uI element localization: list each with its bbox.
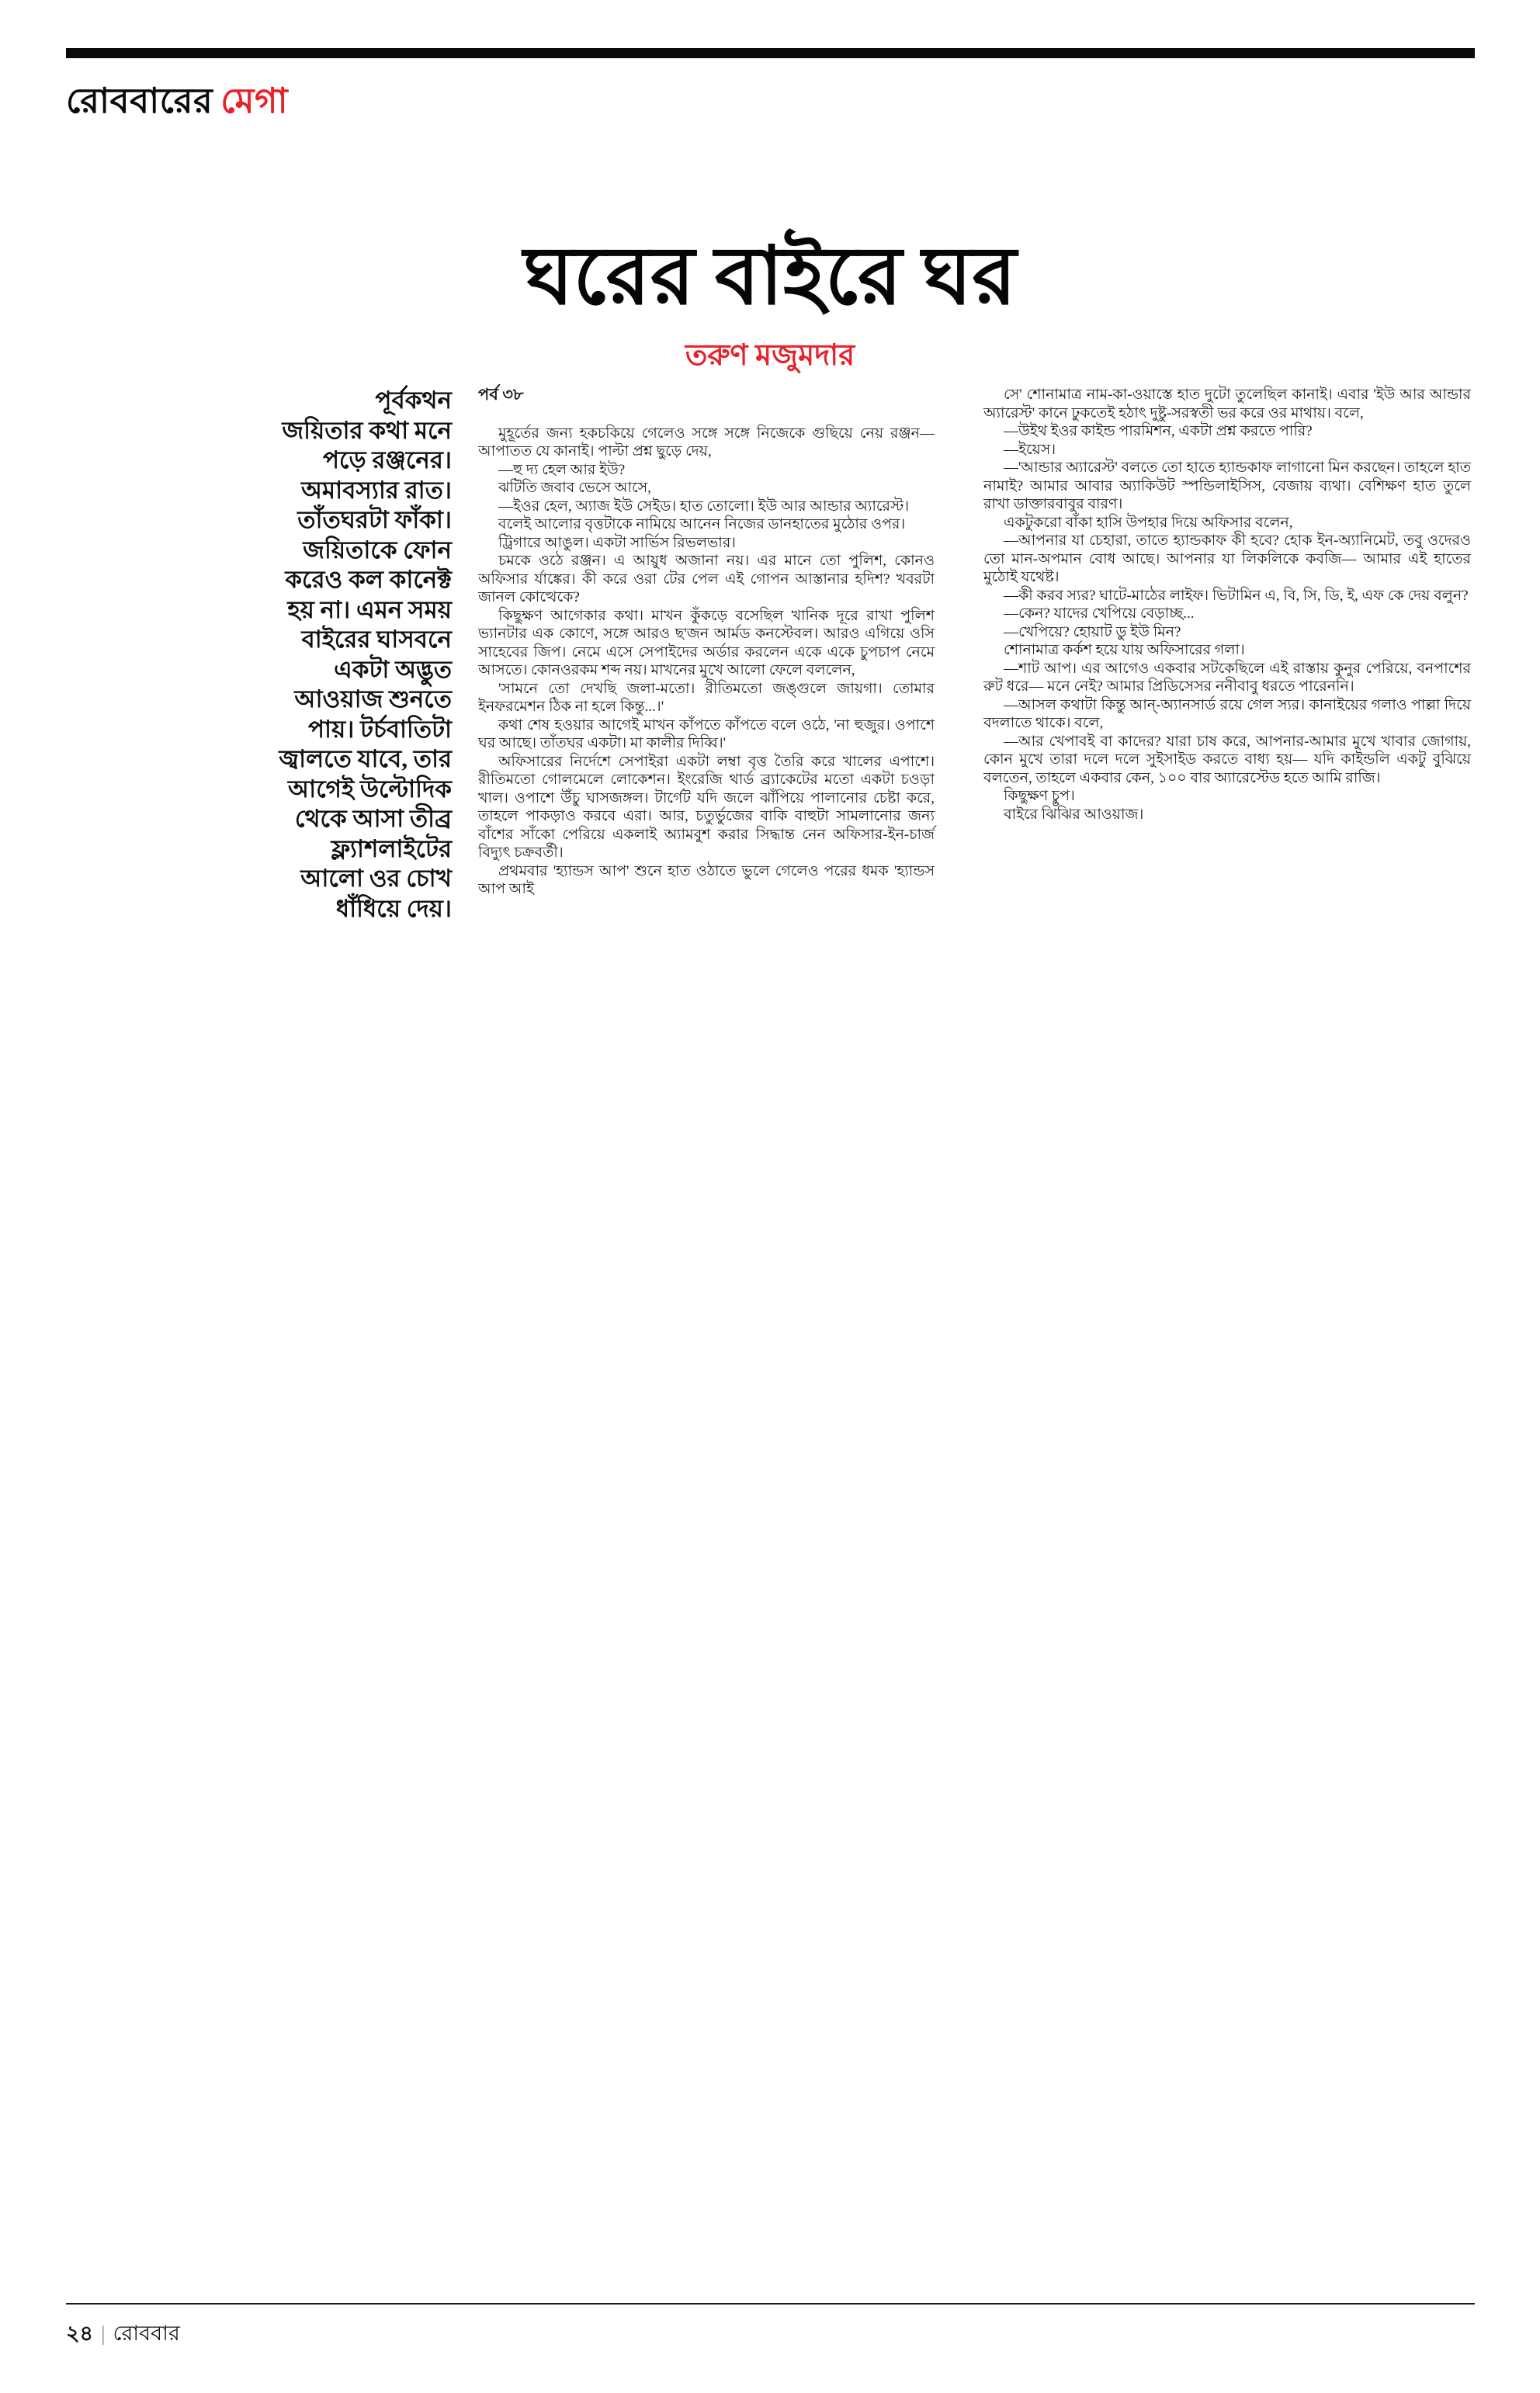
synopsis-line: জয়িতার কথা মনে [282,416,452,444]
synopsis-line: আগেই উল্টোদিক [288,775,452,803]
paragraph: —আর খেপাবই বা কাদের? যারা চাষ করে, আপনার-আমার মুখে খাবার জোগায়, কোন মুখে তারা দলে দলে সুইসাইড করতে বাধ্য হয়— যদি কাইন্ডলি একটু বুঝিয়ে বলতেন, তাহলে একবার কেন, ১০০ বার অ্যারেস্টেড হতে আমি রাজি। [983,733,1471,786]
synopsis-line: একটা অদ্ভুত [334,655,452,683]
masthead-brand: রোববারের [66,82,213,120]
footer-magazine-name: রোববার [113,2322,180,2345]
masthead [66,75,288,133]
paragraph: একটুকরো বাঁকা হাসি উপহার দিয়ে অফিসার বলেন, [1004,514,1293,531]
paragraph: —ইয়েস। [1004,441,1056,458]
synopsis-lines [66,416,452,924]
top-rule [66,48,1475,58]
paragraph: —আপনার যা চেহারা, তাতে হ্যান্ডকাফ কী হবে? হোক ইন-অ্যানিমেট, তবু ওদেরও তো মান-অপমান বোধ আছে। আপনার যা লিকলিকে কবজি— আমার এই হাতের মুঠোই যথেষ্ট। [983,532,1471,585]
column-1-paragraphs [478,425,935,899]
synopsis-heading: পূর্বকথন [375,387,452,414]
footer [66,2318,180,2353]
paragraph: সে' শোনামাত্র নাম-কা-ওয়াস্তে হাত দুটো তুলেছিল কানাই। এবার 'ইউ আর আন্ডার অ্যারেস্ট' কানে ঢুকতেই হঠাৎ দুষ্টু-সরস্বতী ভর করে ওর মাথায়। বলে, [983,387,1471,421]
synopsis-line: ফ্ল্যাশলাইটের [331,834,452,862]
masthead-section: মেগা [220,82,289,120]
footer-separator: | [101,2322,106,2345]
paragraph: চমকে ওঠে রঞ্জন। এ আয়ুধ অজানা নয়। এর মানে তো পুলিশ, কোনও অফিসার র্যাঙ্কের। কী করে ওরা টের পেল এই গোপন আস্তানার হদিশ? খবরটা জানল কোত্থেকে? [478,553,935,605]
paragraph: —খেপিয়ে? হোয়াট ডু ইউ মিন? [1004,623,1181,640]
paragraph: —শাট আপ। এর আগেও একবার সটকেছিলে এই রাস্তায় কুনুর পেরিয়ে, বনপাশের রুট ধরে— মনে নেই? আমার প্রিডিসেসর ননীবাবু ধরতে পারেননি। [983,660,1471,695]
synopsis-line: আলো ওর চোখ [300,865,452,892]
paragraph: —উইথ ইওর কাইন্ড পারমিশন, একটা প্রশ্ন করতে পারি? [1004,423,1313,439]
article-title: ঘরের বাইরে ঘর [523,232,1017,321]
text-column-2 [983,386,1471,824]
paragraph: কিছুক্ষণ আগেকার কথা। মাখন কুঁকড়ে বসেছিল খানিক দূরে রাখা পুলিশ ভ্যানটার এক কোণে, সঙ্গে আরও ছ'জন আর্মড কনস্টেবল। আরও এগিয়ে ওসি সাহেবের জিপ। নেমে এসে সেপাইদের অর্ডার করলেন একে একে চুপচাপ নেমে আসতে। কোনওরকম শব্দ নয়। মাখনের মুখে আলো ফেলে বললেন, [478,607,935,678]
synopsis-line: বাইরের ঘাসবনে [301,626,452,653]
column-2-paragraphs [983,386,1471,824]
paragraph: প্রথমবার 'হ্যান্ডস আপ' শুনে হাত ওঠাতে ভুলে গেলেও পরের ধমক 'হ্যান্ডস আপ আই [478,862,935,897]
paragraph: বলেই আলোর বৃত্তটাকে নামিয়ে আনেন নিজের ডানহাতের মুঠোর ওপর। [498,516,906,532]
paragraph: ট্রিগারে আঙুল। একটা সার্ভিস রিভলভার। [498,534,736,551]
article-author: তরুণ মজুমদার [685,339,855,372]
paragraph: —ইওর হেল, অ্যাজ ইউ সেইড। হাত তোলো। ইউ আর আন্ডার অ্যারেস্ট। [498,498,910,515]
synopsis-line: করেও কল কানেক্ট [285,566,452,593]
paragraph: অফিসারের নির্দেশে সেপাইরা একটা লম্বা বৃত্ত তৈরি করে খালের এপাশে। রীতিমতো গোলমেলে লোকেশন। ইংরেজি থার্ড ব্র্যাকেটের মতো একটা চওড়া খাল। ওপাশে উঁচু ঘাসজঙ্গল। টার্গেট যদি জলে ঝাঁপিয়ে পালানোর চেষ্টা করে, তাহলে পাকড়াও করবে এরা। আর, চতুর্ভুজের বাকি বাহুটা সামলানোর জন্য বাঁশের সাঁকো পেরিয়ে একলাই অ্যামবুশ করার সিদ্ধান্ত নেন অফিসার-ইন-চার্জ বিদ্যুৎ চক্রবর্তী। [478,753,935,861]
paragraph: বাইরে ঝিঁঝির আওয়াজ। [1004,806,1144,823]
synopsis-line: ধাঁধিয়ে দেয়। [335,894,452,922]
paragraph: —আসল কথাটা কিন্তু আন্-অ্যানসার্ড রয়ে গেল স্যর। কানাইয়ের গলাও পাল্লা দিয়ে বদলাতে থাকে। বলে, [983,696,1471,731]
paragraph: —হু দ্য হেল আর ইউ? [498,461,626,478]
article-body [66,386,1475,924]
episode-label: পর্ব ৩৮ [478,385,524,404]
footer-page-number: ২৪ [66,2322,94,2345]
paragraph: মুহূর্তের জন্য হকচকিয়ে গেলেও সঙ্গে সঙ্গে নিজেকে গুছিয়ে নেয় রঞ্জন— আপাতত যে কানাই। পাল্টা প্রশ্ন ছুড়ে দেয়, [478,425,935,460]
synopsis-line: জ্বালতে যাবে, তার [279,745,452,772]
paragraph: 'সামনে তো দেখছি জলা-মতো। রীতিমতো জঙ্গুলে জায়গা। তোমার ইনফরমেশন ঠিক না হলে কিন্তু...।' [478,680,935,715]
paragraph: কিছুক্ষণ চুপ। [1004,788,1075,804]
synopsis-line: তাঁতঘরটা ফাঁকা। [297,506,452,533]
synopsis-line: পায়। টর্চবাতিটা [307,715,452,743]
paragraph: কথা শেষ হওয়ার আগেই মাখন কাঁপতে কাঁপতে বলে ওঠে, 'না হুজুর। ওপাশে ঘর আছে। তাঁতঘর একটা। মা কালীর দিব্বি।' [478,716,935,751]
synopsis-line: অমাবস্যার রাত। [301,476,452,504]
synopsis-sidebar [66,386,452,924]
paragraph: —'আন্ডার অ্যারেস্ট' বলতে তো হাতে হ্যান্ডকাফ লাগানো মিন করছেন। তাহলে হাত নামাই? আমার আবার অ্যাকিউট স্পন্ডিলাইসিস, বেজায় ব্যথা। বেশিক্ষণ হাত তুলে রাখা ডাক্তারবাবুর বারণ। [983,460,1471,512]
synopsis-line: হয় না। এমন সময় [287,595,452,623]
footer-rule [66,2303,1475,2305]
paragraph: ঝটিতি জবাব ভেসে আসে, [498,480,651,496]
synopsis-line: থেকে আসা তীব্র [294,805,452,832]
text-column-1 [478,386,935,899]
synopsis-line: জয়িতাকে ফোন [303,536,452,564]
paragraph: —কী করব স্যর? ঘাটে-মাঠের লাইফ। ভিটামিন এ, বি, সি, ডি, ই, এফ কে দেয় বলুন? [1004,587,1469,604]
synopsis-line: আওয়াজ শুনতে [294,685,452,713]
paragraph: —কেন? যাদের খেপিয়ে বেড়াচ্ছ... [1004,605,1195,622]
paragraph: শোনামাত্র কর্কশ হয়ে যায় অফিসারের গলা। [1004,642,1245,658]
synopsis-line: পড়ে রঞ্জনের। [322,446,452,473]
